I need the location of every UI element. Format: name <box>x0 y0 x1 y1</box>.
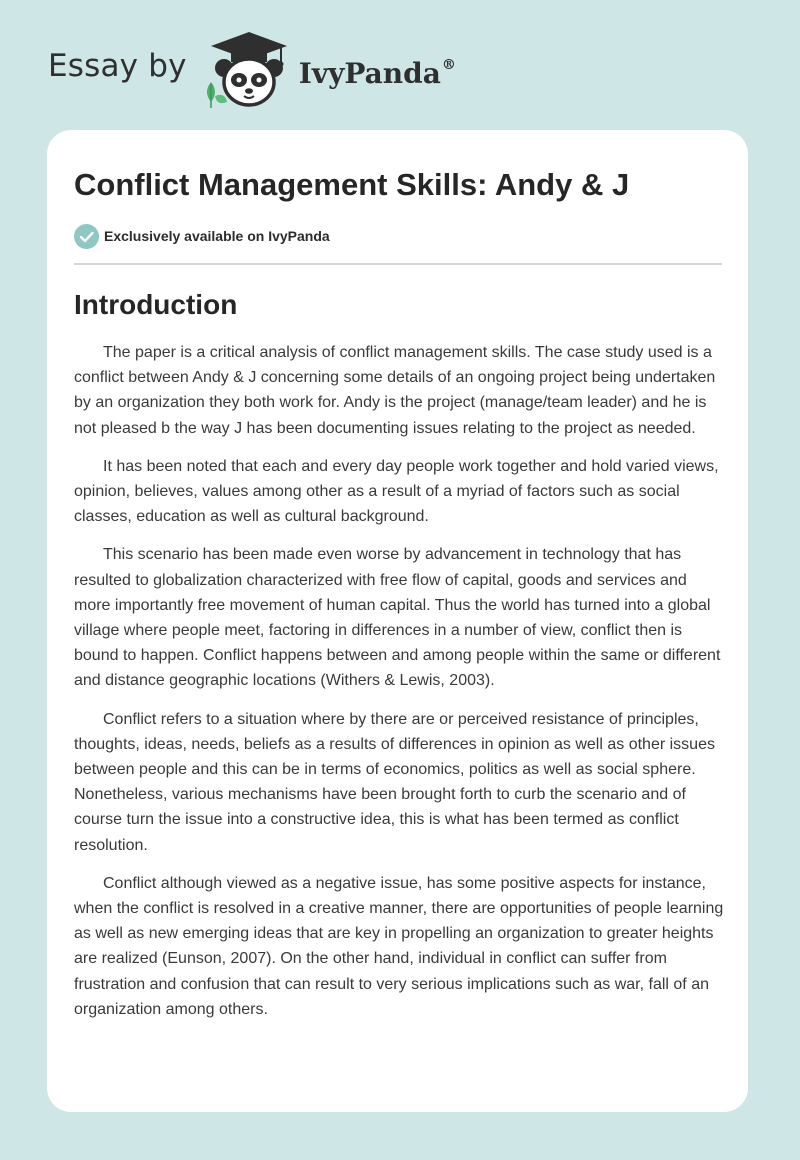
exclusive-badge-label: Exclusively available on IvyPanda <box>104 228 330 244</box>
section-heading-introduction: Introduction <box>74 289 238 320</box>
essay-card <box>47 130 748 1112</box>
brand-name[interactable] <box>299 57 456 90</box>
panda-graduation-cap-icon[interactable] <box>201 30 293 110</box>
essay-by-label: Essay by <box>48 48 187 84</box>
site-header <box>48 30 456 110</box>
exclusive-badge <box>74 222 722 250</box>
registered-mark: ® <box>441 56 456 73</box>
paragraph: This scenario has been made even worse by advancement in technology that has resulted to globalization characterized with free flow of capital, goods and services and more importantly free movement of human capital. Thus the world has turned into a global village where people meet, factoring in differences in a number of view, conflict then is bound to happen. Conflict happens between and among people within the same or different and distance geographic locations (Withers & Lewis, 2003). <box>74 546 721 690</box>
paragraph: The paper is a critical analysis of conflict management skills. The case study used is a conflict between Andy & J concerning some details of an ongoing project being undertaken by an organization they both work for. Andy is the project (manage/team leader) and he is not pleased b the way J has been documenting issues relating to the project as needed. <box>74 344 716 437</box>
paragraph: Conflict refers to a situation where by there are or perceived resistance of principles, thoughts, ideas, needs, beliefs as a results of differences in opinion as well as other issues between people and this can be in terms of economics, politics as well as social sphere. Nonetheless, various mechanisms have been brought forth to curb the scenario and of course turn the issue into a constructive idea, this is what has been termed as conflict resolution. <box>74 710 715 854</box>
paragraph: Conflict although viewed as a negative issue, has some positive aspects for instance, when the conflict is resolved in a creative manner, there are opportunities of people learning as well as new emerging ideas that are key in propelling an organization to greater heights are realized (Eunson, 2007). On the other hand, individual in conflict can suffer from frustration and confusion that can result to very serious implications such as war, fall of an organization among others. <box>74 874 724 1018</box>
check-circle-icon <box>74 224 99 249</box>
brand-name-text: IvyPanda <box>298 56 441 90</box>
title-divider <box>74 263 722 265</box>
essay-title: Conflict Management Skills: Andy & J <box>74 167 630 202</box>
essay-body <box>74 340 722 1022</box>
paragraph: It has been noted that each and every day people work together and hold varied views, opinion, believes, values among other as a result of a myriad of factors such as social classes, education as well as cultural background. <box>74 457 719 526</box>
